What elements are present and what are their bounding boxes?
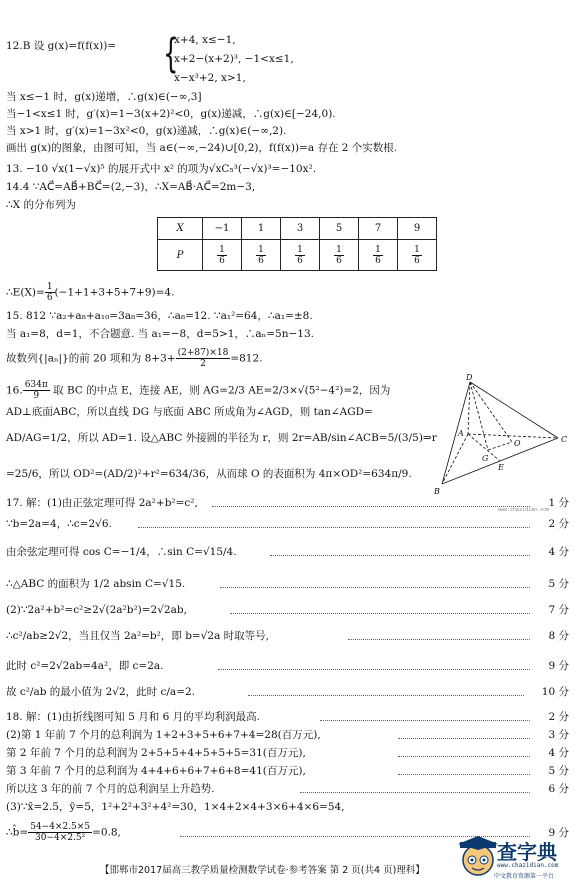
p17-line8: 故 c²/ab 的最小值为 2√2，此时 c/a=2. xyxy=(6,686,196,698)
distribution-table xyxy=(157,217,437,271)
p12-case3: x−x³+2, x>1, xyxy=(174,72,246,84)
score: 6 分 xyxy=(548,783,569,795)
score: 4 分 xyxy=(548,747,569,759)
score: 7 分 xyxy=(548,604,569,616)
leader-dots xyxy=(398,756,530,757)
p12-line2: 当−1<x≤1 时，g′(x)=1−3(x+2)²<0，g(x)递减，∴g(x)∈[−24,0). xyxy=(6,108,336,120)
leader-dots xyxy=(270,555,530,556)
leader-dots xyxy=(320,720,530,721)
p17-line5: (2)∵2a²+b²=c²≥2√(2a²b²)=2√2ab, xyxy=(6,604,187,616)
table-cell-p: $\frac{1}{6}$ xyxy=(242,240,281,271)
p17-line3: 由余弦定理可得 cos C=−1/4，∴sin C=√15/4. xyxy=(6,546,237,558)
score: 8 分 xyxy=(548,630,569,642)
leader-dots xyxy=(398,738,530,739)
table-cell-x: 5 xyxy=(320,218,359,240)
table-cell-x: 1 xyxy=(242,218,281,240)
tetrahedron-figure xyxy=(430,372,572,500)
table-cell-p: $\frac{1}{6}$ xyxy=(320,240,359,271)
table-cell-p: $\frac{1}{6}$ xyxy=(398,240,437,271)
table-cell-x: 3 xyxy=(281,218,320,240)
p14-line1: 14.4 ∵AC⃗=AB⃗+BC⃗=(2,−3)，∴X=AB⃗·AC⃗=2m−3, xyxy=(6,181,256,193)
leader-dots xyxy=(348,639,530,640)
p18-line1: 18. 解：(1)由折线图可知 5 月和 6 月的平均利润最高. xyxy=(6,711,260,723)
score: 5 分 xyxy=(548,765,569,777)
leader-dots xyxy=(300,792,530,793)
p18-line5: 所以这 3 年的前 7 个月的总利润呈上升趋势. xyxy=(6,783,215,795)
p16-line1: 16. $\frac{634\pi}{9}$ 取 BC 的中点 E，连接 AE，则 AG=2/3 AE=2/3×√(5²−4²)=2，因为 xyxy=(6,380,391,401)
p15-line1: 15. 812 ∵a₂+a₈+a₁₀=3a₈=36，∴a₈=12. ∵a₁²=64，∴a₁=±8. xyxy=(6,310,313,322)
p17-line1: 17. 解：(1)由正弦定理可得 2a²+b²=c², xyxy=(6,497,198,509)
label-b: B xyxy=(434,487,440,496)
logo-name: 查字典 xyxy=(497,840,557,864)
table-header-x: X xyxy=(158,218,203,240)
p14-line2: ∴X 的分布列为 xyxy=(6,199,76,211)
logo-tagline: 中文教育资源第一平台 xyxy=(494,873,555,880)
p14-expectation: ∴E(X)= $\frac{1}{6}$ (−1+1+3+5+7+9)=4. xyxy=(6,282,175,303)
p15-line2: 当 a₁=8，d=1，不合题意. 当 a₁=−8，d=5>1，∴aₙ=5n−13. xyxy=(6,328,314,340)
p18-line7: ∴b̂= $\frac{54-4\times 2.5\times 5}{\text{30−4×2.5²}}$ =0.8, xyxy=(6,822,121,843)
score: 2 分 xyxy=(548,518,569,530)
score: 9 分 xyxy=(548,827,569,839)
p12-line4: 画出 g(x)的图象，由图可知，当 a∈(−∞,−24)∪[0,2)，f(f(x))=a 存在 2 个实数根. xyxy=(6,142,398,154)
p18-line3: 第 2 年前 7 个月的总利润为 2+5+5+4+5+5+5=31(百万元), xyxy=(6,747,306,759)
leader-dots xyxy=(212,506,530,507)
label-d: D xyxy=(466,373,473,382)
p16-line2: AD⊥底面ABC，所以直线 DG 与底面 ABC 所成角为∠AGD，则 tan∠AGD= xyxy=(6,406,373,418)
p13-line: 13. −10 √x(1−√x)⁵ 的展开式中 x² 的项为√xC₅³(−√x)³=−10x². xyxy=(6,163,317,175)
page-footer: 【邯郸市2017届高三教学质量检测数学试卷·参考答案 第 2 页(共4 页)理科】 xyxy=(100,865,425,876)
score: 9 分 xyxy=(548,660,569,672)
p12-case2: x+2−(x+2)³, −1<x≤1, xyxy=(174,53,294,65)
p17-line7: 此时 c²=2√2ab=4a²，即 c=2a. xyxy=(6,660,164,672)
label-c: C xyxy=(561,435,568,444)
table-cell-x: 7 xyxy=(359,218,398,240)
p12-line3: 当 x>1 时，g′(x)=1−3x²<0，g(x)递减，∴g(x)∈(−∞,2). xyxy=(6,125,287,137)
table-cell-p: $\frac{1}{6}$ xyxy=(359,240,398,271)
score: 2 分 xyxy=(548,711,569,723)
p16-line4: =25/6，所以 OD²=(AD/2)²+r²=634/36，从而球 O 的表面积为 4π×OD²=634π/9. xyxy=(6,468,412,480)
label-a: A xyxy=(458,429,464,438)
label-o: O xyxy=(514,439,521,448)
p15-line3: 故数列{|aₙ|}的前 20 项和为 8+3+ $\frac{(2+87)\times 18}{2}$ =812. xyxy=(6,348,263,369)
score: 1 分 xyxy=(548,497,569,509)
p16-line3: AD/AG=1/2，所以 AD=1. 设△ABC 外接圆的半径为 r，则 2r=AB/sin∠ACB=5/(3/5)⇒r xyxy=(6,432,437,444)
p18-line4: 第 3 年前 7 个月的总利润为 4+4+6+6+7+6+8=41(百万元), xyxy=(6,765,306,777)
leader-dots xyxy=(248,695,524,696)
leader-dots xyxy=(138,527,530,528)
p17-line4: ∴△ABC 的面积为 1/2 absin C=√15. xyxy=(6,578,186,590)
label-e: E xyxy=(498,463,504,472)
p18-line6: (3)∵x̄=2.5，ȳ=5，1²+2²+3²+4²=30，1×4+2×4+3×6+4×6=54, xyxy=(6,801,345,813)
leader-dots xyxy=(220,587,530,588)
table-header-p: P xyxy=(158,240,203,271)
leader-dots xyxy=(230,613,530,614)
p12-brace: { xyxy=(163,31,179,77)
table-cell-x: −1 xyxy=(203,218,242,240)
table-row-p xyxy=(158,240,437,271)
table-cell-p: $\frac{1}{6}$ xyxy=(203,240,242,271)
score: 5 分 xyxy=(548,578,569,590)
label-g: G xyxy=(482,454,489,463)
p12-line1: 当 x≤−1 时，g(x)递增，∴g(x)∈(−∞,3] xyxy=(6,91,202,103)
table-row-x xyxy=(158,218,437,240)
p17-line6: ∴c²/ab≥2√2，当且仅当 2a²=b²，即 b=√2a 时取等号, xyxy=(6,630,270,642)
p17-line2: ∵b=2a=4，∴c=2√6. xyxy=(6,518,112,530)
p12-case1: x+4, x≤−1, xyxy=(174,34,236,46)
watermark: www.chazidian.com xyxy=(498,507,550,513)
table-cell-x: 9 xyxy=(398,218,437,240)
logo-url: www.chazidian.com xyxy=(497,862,559,869)
leader-dots xyxy=(218,669,530,670)
p18-line2: (2)第 1 年前 7 个月的总利润为 1+2+3+5+6+7+4=28(百万元), xyxy=(6,729,321,741)
score: 10 分 xyxy=(541,686,569,698)
table-cell-p: $\frac{1}{6}$ xyxy=(281,240,320,271)
score: 4 分 xyxy=(548,546,569,558)
p12-head: 12.B 设 g(x)=f(f(x))= xyxy=(6,40,117,52)
score: 3 分 xyxy=(548,729,569,741)
leader-dots xyxy=(398,774,530,775)
